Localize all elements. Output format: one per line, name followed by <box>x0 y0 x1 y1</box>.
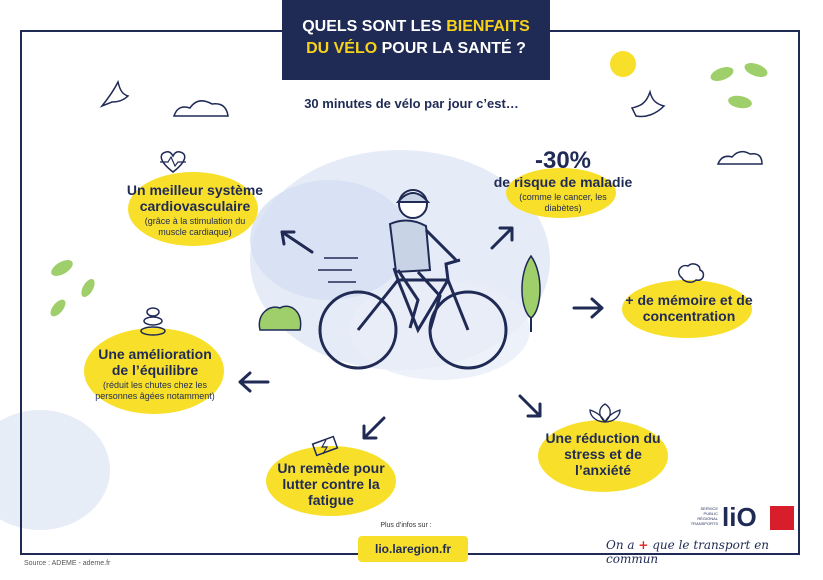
benefit-risk: -30% de risque de maladie (comme le cancer, les diabètes) <box>493 147 633 213</box>
benefit-memory: + de mémoire et de concentration <box>625 292 753 324</box>
region-logo <box>770 506 794 530</box>
arrow-down-left-icon <box>358 414 388 444</box>
leaf-icon <box>706 60 776 120</box>
stones-icon <box>140 306 166 336</box>
leaf-icon <box>44 256 104 326</box>
cloud-icon <box>172 96 232 120</box>
more-info-label: Plus d’infos sur : <box>380 522 432 529</box>
arrow-up-right-icon <box>488 222 518 252</box>
brain-icon <box>676 262 706 284</box>
benefit-stress: Une réduction du stress et de l’anxiété <box>545 430 661 478</box>
lotus-icon <box>588 404 622 424</box>
cloud-icon <box>716 148 766 168</box>
sun-icon <box>610 50 640 80</box>
benefit-balance: Une amélioration de l’équilibre (réduit les chutes chez les personnes âgées notamment) <box>95 346 215 401</box>
source-text: Source : ADEME - ademe.fr <box>24 560 111 567</box>
bird-icon <box>628 88 668 128</box>
battery-icon <box>312 436 342 456</box>
arrow-right-icon <box>572 296 608 320</box>
slogan: On a + que le transport en commun <box>606 538 770 566</box>
benefit-cardio: Un meilleur système cardiovasculaire (grâce à la stimulation du muscle cardiaque) <box>126 182 264 237</box>
bird-icon <box>98 76 138 116</box>
subtitle: 30 minutes de vélo par jour c’est… <box>304 96 519 111</box>
heart-pulse-icon <box>158 150 188 174</box>
poster-title: QUELS SONT LES BIENFAITS DU VÉLO POUR LA SANTÉ ? <box>282 0 550 80</box>
lio-logo: liO <box>722 502 757 532</box>
tree-icon <box>516 254 546 334</box>
bush-icon <box>256 300 306 336</box>
website-link[interactable]: lio.laregion.fr <box>358 536 468 562</box>
arrow-down-right-icon <box>516 392 546 422</box>
logo-tagline: SERVICE PUBLIC RÉGIONAL TRANSPORTS <box>690 506 718 526</box>
benefit-fatigue: Un remède pour lutter contre la fatigue <box>277 460 385 508</box>
